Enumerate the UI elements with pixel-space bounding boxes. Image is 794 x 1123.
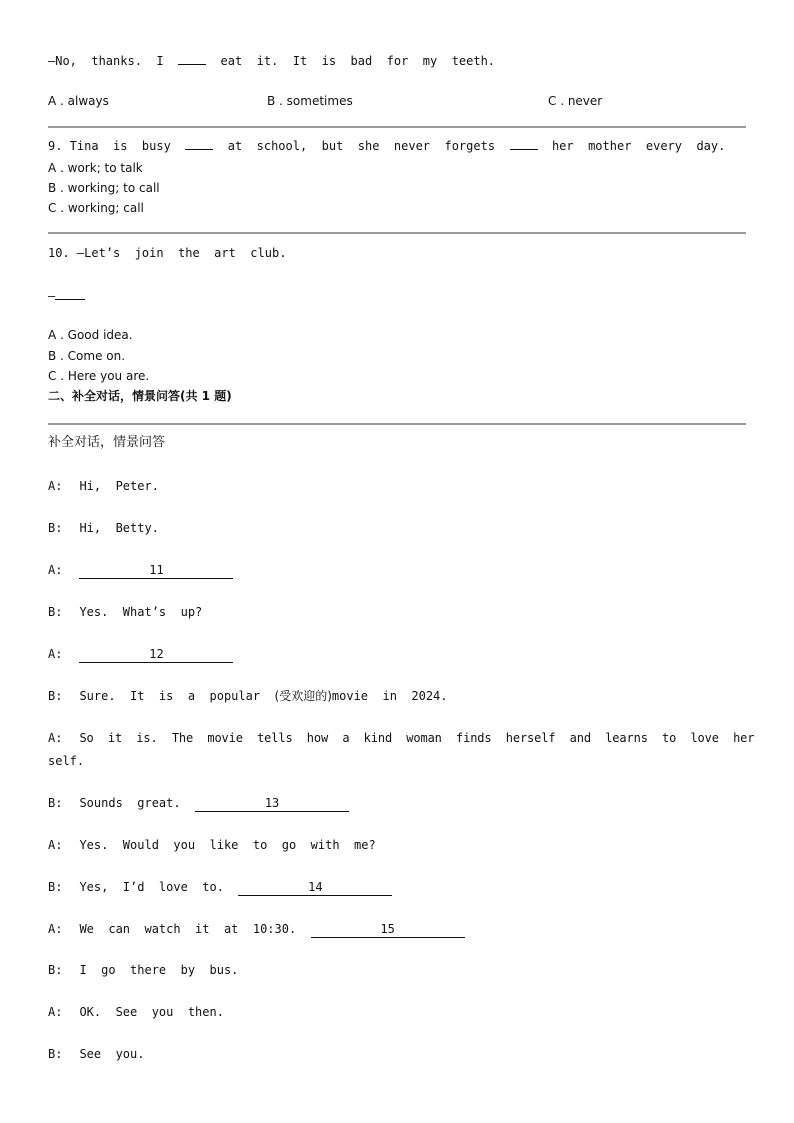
dialogue-line bbox=[48, 520, 159, 536]
dialogue-text: OK. See you then. bbox=[79, 1005, 224, 1019]
dialogue-text: Yes. What’s up? bbox=[79, 605, 203, 619]
speaker-label: A: bbox=[48, 838, 63, 852]
q9-blank-1[interactable] bbox=[185, 149, 213, 150]
q9-text-3: her mother every day. bbox=[551, 139, 726, 153]
q9-blank-2[interactable] bbox=[510, 149, 538, 150]
q8-text-b: eat it. It is bad for my teeth. bbox=[220, 54, 496, 68]
dialogue-continuation: self. bbox=[48, 754, 85, 768]
speaker-label: A: bbox=[48, 647, 63, 661]
divider bbox=[48, 232, 746, 234]
speaker-label: B: bbox=[48, 880, 63, 894]
dialogue-line bbox=[48, 879, 392, 896]
q9-option-b[interactable]: B . working; to call bbox=[48, 181, 160, 195]
q9-option-a[interactable]: A . work; to talk bbox=[48, 161, 143, 175]
speaker-label: A: bbox=[48, 1005, 63, 1019]
dialogue-text: See you. bbox=[79, 1047, 145, 1061]
dialogue-line bbox=[48, 478, 159, 494]
dialogue-line bbox=[48, 962, 238, 978]
dialogue-text: We can watch it at 10:30. bbox=[79, 922, 297, 936]
q10-option-b[interactable]: B . Come on. bbox=[48, 349, 126, 363]
speaker-label: B: bbox=[48, 963, 63, 977]
speaker-label: B: bbox=[48, 521, 63, 535]
blank-12[interactable]: 12 bbox=[79, 646, 233, 663]
dialogue-line bbox=[48, 837, 376, 853]
q10-blank[interactable] bbox=[55, 299, 85, 300]
speaker-label: B: bbox=[48, 605, 63, 619]
chinese-gloss: (受欢迎的) bbox=[274, 689, 332, 703]
dialogue-text: Yes. Would you like to go with me? bbox=[79, 838, 376, 852]
dialogue-line bbox=[48, 646, 233, 663]
blank-13[interactable]: 13 bbox=[195, 795, 349, 812]
speaker-label: B: bbox=[48, 1047, 63, 1061]
q8-option-b[interactable]: B . sometimes bbox=[267, 94, 353, 108]
dialogue-line bbox=[48, 921, 465, 938]
dialogue-text: I go there by bus. bbox=[79, 963, 239, 977]
q10-dash: — bbox=[48, 289, 56, 303]
section-subtitle: 补全对话，情景问答 bbox=[48, 435, 166, 450]
q8-text-a: —No, thanks. I bbox=[48, 54, 164, 68]
speaker-label: B: bbox=[48, 796, 63, 810]
divider bbox=[48, 126, 746, 128]
q10-prompt: 10. —Let’s join the art club. bbox=[48, 246, 287, 260]
speaker-label: A: bbox=[48, 922, 63, 936]
dialogue-text: Sure. It is a popular bbox=[79, 689, 261, 703]
dialogue-line bbox=[48, 1046, 144, 1062]
speaker-label: B: bbox=[48, 689, 63, 703]
speaker-label: A: bbox=[48, 563, 63, 577]
dialogue-text: Hi, Peter. bbox=[79, 479, 159, 493]
divider bbox=[48, 423, 746, 425]
q8-line bbox=[48, 53, 495, 69]
q9-question bbox=[48, 138, 725, 154]
section-title: 二、补全对话，情景问答(共 1 题) bbox=[48, 389, 232, 403]
dialogue-line bbox=[48, 1004, 224, 1020]
dialogue-text: Sounds great. bbox=[79, 796, 181, 810]
dialogue-line bbox=[48, 562, 233, 579]
q9-text-2: at school, but she never forgets bbox=[227, 139, 496, 153]
blank-11[interactable]: 11 bbox=[79, 562, 233, 579]
q8-option-a[interactable]: A . always bbox=[48, 94, 109, 108]
q10-response bbox=[48, 288, 85, 304]
q9-option-c[interactable]: C . working; call bbox=[48, 201, 144, 215]
blank-14[interactable]: 14 bbox=[238, 879, 392, 896]
q8-blank[interactable] bbox=[178, 64, 206, 65]
dialogue-line bbox=[48, 604, 202, 620]
dialogue-line bbox=[48, 795, 349, 812]
dialogue-line bbox=[48, 730, 754, 746]
q9-text-1: 9. Tina is busy bbox=[48, 139, 171, 153]
q10-option-a[interactable]: A . Good idea. bbox=[48, 328, 133, 342]
dialogue-text: So it is. The movie tells how a kind woman finds herself and learns to love her bbox=[79, 731, 755, 745]
speaker-label: A: bbox=[48, 731, 63, 745]
dialogue-line bbox=[48, 688, 448, 704]
blank-15[interactable]: 15 bbox=[311, 921, 465, 938]
q10-option-c[interactable]: C . Here you are. bbox=[48, 369, 150, 383]
speaker-label: A: bbox=[48, 479, 63, 493]
dialogue-text: Hi, Betty. bbox=[79, 521, 159, 535]
dialogue-text: movie in 2024. bbox=[331, 689, 448, 703]
q8-option-c[interactable]: C . never bbox=[548, 94, 603, 108]
dialogue-text: Yes, I’d love to. bbox=[79, 880, 224, 894]
